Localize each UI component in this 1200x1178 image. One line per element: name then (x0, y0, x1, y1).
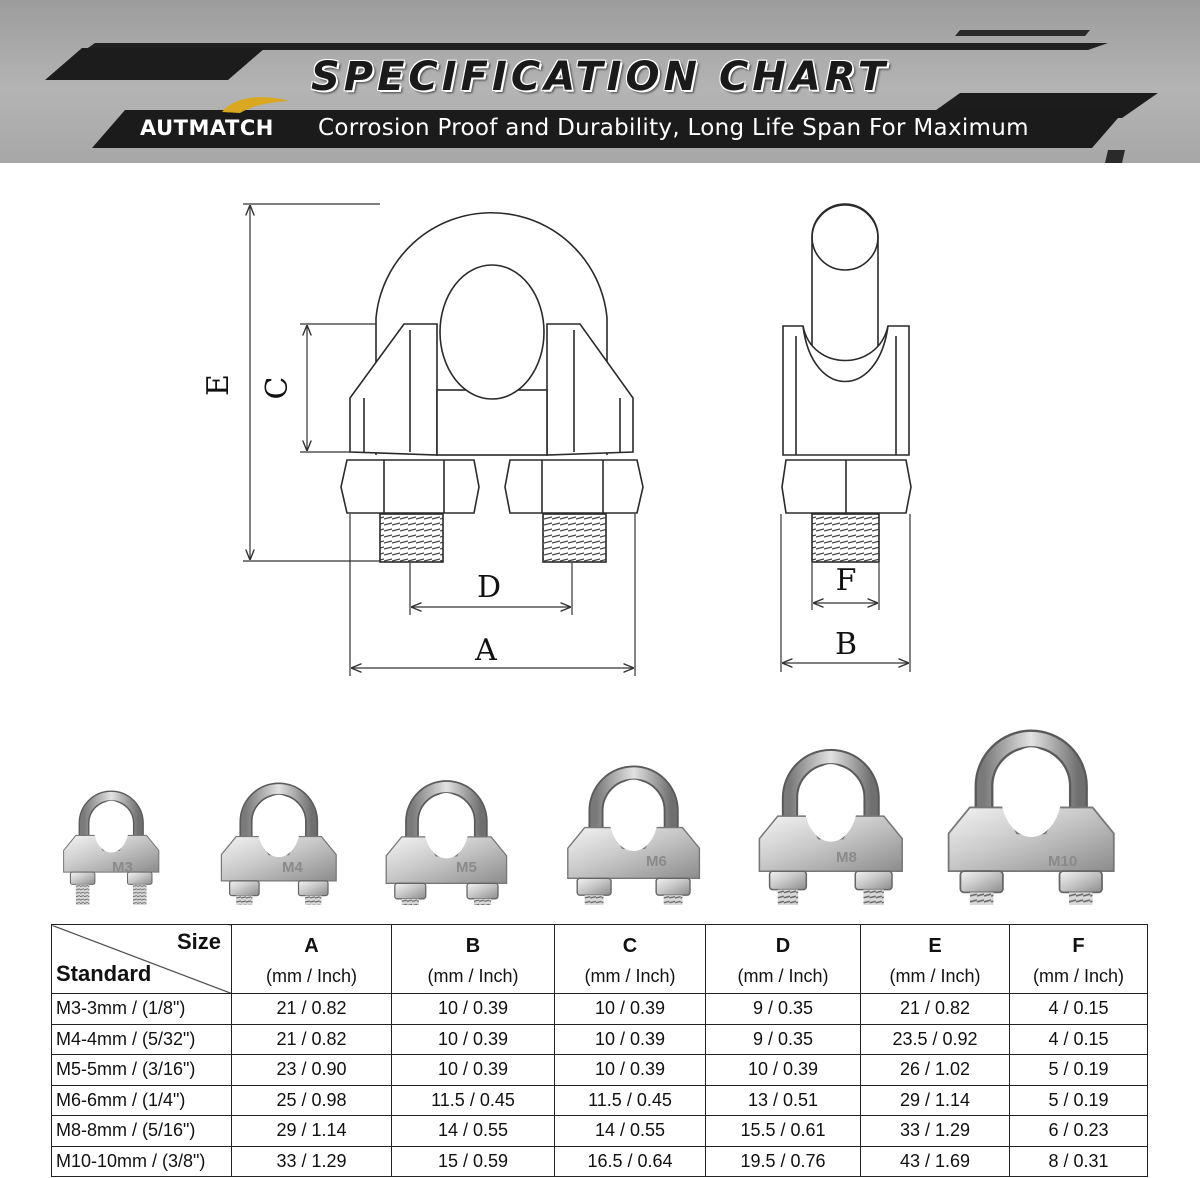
value-cell: 5 / 0.19 (1010, 1085, 1148, 1116)
table-row (52, 1024, 1148, 1055)
table-row (52, 1146, 1148, 1177)
dim-label-b: B (834, 627, 858, 662)
value-cell: 15 / 0.59 (392, 1146, 555, 1177)
dimension-diagram (0, 163, 1200, 680)
value-cell: 10 / 0.39 (392, 994, 555, 1025)
dim-label-e: E (201, 374, 236, 396)
value-cell: 10 / 0.39 (392, 1024, 555, 1055)
dim-label-d: D (476, 570, 502, 605)
size-label-m4: M4 (282, 859, 303, 876)
column-header-b (392, 925, 555, 994)
column-unit: (mm / Inch) (1032, 966, 1124, 986)
value-cell: 11.5 / 0.45 (392, 1085, 555, 1116)
value-cell: 19.5 / 0.76 (706, 1146, 861, 1177)
dim-label-a: A (475, 633, 497, 668)
value-cell: 9 / 0.35 (706, 994, 861, 1025)
dim-label-f: F (835, 563, 857, 598)
column-unit: (mm / Inch) (889, 966, 981, 986)
column-unit: (mm / Inch) (737, 966, 829, 986)
value-cell: 14 / 0.55 (392, 1116, 555, 1147)
value-cell: 8 / 0.31 (1010, 1146, 1148, 1177)
column-letter: E (928, 935, 942, 957)
value-cell: 29 / 1.14 (861, 1085, 1010, 1116)
column-letter: A (304, 935, 319, 957)
value-cell: 21 / 0.82 (232, 994, 392, 1025)
size-label-m3: M3 (112, 859, 133, 876)
value-cell: 23.5 / 0.92 (861, 1024, 1010, 1055)
column-letter: D (775, 935, 791, 957)
corner-standard-label: Standard (56, 961, 152, 986)
column-header-e (861, 925, 1010, 994)
dim-label-c: C (260, 376, 295, 400)
standard-cell: M5-5mm / (3/16") (52, 1055, 232, 1086)
value-cell: 33 / 1.29 (232, 1146, 392, 1177)
table-row (52, 994, 1148, 1025)
value-cell: 14 / 0.55 (555, 1116, 706, 1147)
value-cell: 25 / 0.98 (232, 1085, 392, 1116)
column-header-a (232, 925, 392, 994)
value-cell: 23 / 0.90 (232, 1055, 392, 1086)
size-label-m6: M6 (646, 853, 667, 870)
value-cell: 10 / 0.39 (555, 1024, 706, 1055)
corner-header (52, 925, 232, 994)
table-header-row (52, 925, 1148, 994)
header-banner (0, 0, 1200, 163)
value-cell: 13 / 0.51 (706, 1085, 861, 1116)
value-cell: 21 / 0.82 (232, 1024, 392, 1055)
value-cell: 15.5 / 0.61 (706, 1116, 861, 1147)
column-unit: (mm / Inch) (427, 966, 519, 986)
column-header-c (555, 925, 706, 994)
column-letter: F (1072, 935, 1085, 957)
column-letter: B (465, 935, 481, 957)
size-label-m10: M10 (1048, 853, 1078, 870)
spec-table (51, 924, 1148, 1177)
value-cell: 33 / 1.29 (861, 1116, 1010, 1147)
size-label-m5: M5 (456, 859, 477, 876)
standard-cell: M3-3mm / (1/8") (52, 994, 232, 1025)
side-view (782, 204, 911, 562)
value-cell: 11.5 / 0.45 (555, 1085, 706, 1116)
brand-logo: AUTMATCH (140, 116, 274, 140)
table-row (52, 1116, 1148, 1147)
standard-cell: M6-6mm / (1/4") (52, 1085, 232, 1116)
standard-cell: M4-4mm / (5/32") (52, 1024, 232, 1055)
value-cell: 10 / 0.39 (555, 994, 706, 1025)
header-subtitle: Corrosion Proof and Durability, Long Life Span For Maximum (318, 115, 1029, 141)
value-cell: 29 / 1.14 (232, 1116, 392, 1147)
page-title: SPECIFICATION CHART (310, 54, 890, 100)
table-row (52, 1055, 1148, 1086)
value-cell: 21 / 0.82 (861, 994, 1010, 1025)
value-cell: 16.5 / 0.64 (555, 1146, 706, 1177)
value-cell: 10 / 0.39 (706, 1055, 861, 1086)
corner-size-label: Size (176, 929, 221, 954)
value-cell: 5 / 0.19 (1010, 1055, 1148, 1086)
value-cell: 10 / 0.39 (555, 1055, 706, 1086)
value-cell: 9 / 0.35 (706, 1024, 861, 1055)
column-letter: C (622, 935, 638, 957)
value-cell: 4 / 0.15 (1010, 994, 1148, 1025)
value-cell: 4 / 0.15 (1010, 1024, 1148, 1055)
column-unit: (mm / Inch) (584, 966, 676, 986)
standard-cell: M8-8mm / (5/16") (52, 1116, 232, 1147)
table-row (52, 1085, 1148, 1116)
column-unit: (mm / Inch) (265, 966, 357, 986)
column-header-d (706, 925, 861, 994)
front-view (341, 213, 643, 562)
column-header-f (1010, 925, 1148, 994)
value-cell: 10 / 0.39 (392, 1055, 555, 1086)
value-cell: 6 / 0.23 (1010, 1116, 1148, 1147)
standard-cell: M10-10mm / (3/8") (52, 1146, 232, 1177)
value-cell: 43 / 1.69 (861, 1146, 1010, 1177)
size-label-m8: M8 (836, 849, 857, 866)
product-photos (0, 680, 1200, 905)
value-cell: 26 / 1.02 (861, 1055, 1010, 1086)
